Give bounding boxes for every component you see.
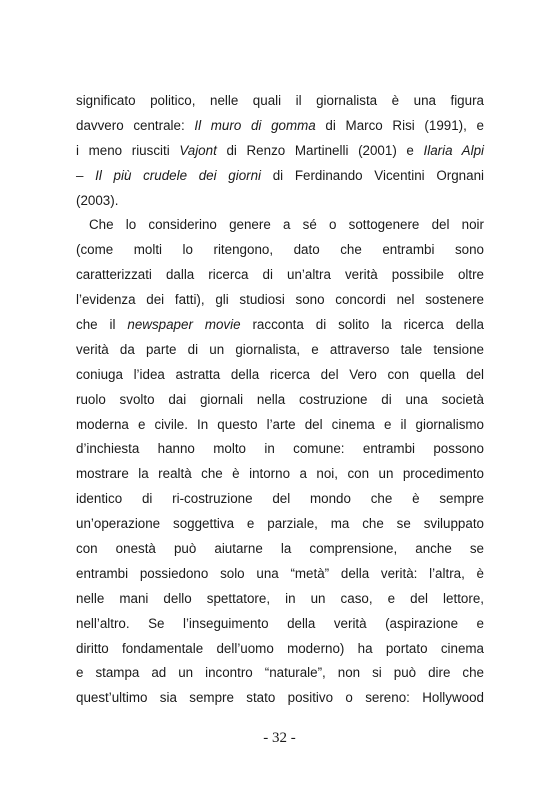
text-line [76, 587, 484, 612]
text-run: coniuga l’idea astratta della ricerca del Vero con quella del [76, 366, 484, 382]
text-line [76, 89, 484, 114]
text-run: di Renzo Martinelli (2001) e [216, 142, 424, 158]
text-run: ruolo svolto dai giornali nella costruzione di una società [76, 391, 484, 407]
text-line [76, 462, 484, 487]
text-line [76, 437, 484, 462]
text-run: diritto fondamentale dell’uomo moderno) ha portato cinema [76, 640, 484, 656]
text-line [76, 313, 484, 338]
text-line [76, 363, 484, 388]
text-line [76, 612, 484, 637]
body-text [76, 89, 484, 711]
text-run: d’inchiesta hanno molto in comune: entrambi possono [76, 441, 484, 457]
text-line [76, 512, 484, 537]
italic-title: Vajont [179, 142, 217, 158]
text-run: nelle mani dello spettatore, in un caso, e del lettore, [76, 590, 484, 606]
text-line [76, 238, 484, 263]
text-line [76, 661, 484, 686]
text-line [76, 686, 484, 711]
text-run: quest’ultimo sia sempre stato positivo o sereno: Hollywood [76, 690, 484, 706]
text-line [76, 562, 484, 587]
text-run: Che lo considerino genere a sé o sottogenere del noir [89, 217, 484, 233]
text-run: di Marco Risi (1991), e [315, 117, 484, 133]
text-run: verità da parte di un giornalista, e attraverso tale tensione [76, 341, 484, 357]
text-line [76, 413, 484, 438]
page-number: - 32 - [263, 730, 296, 746]
text-run: di Ferdinando Vicentini Orgnani [261, 167, 484, 183]
text-run: significato politico, nelle quali il giornalista è una figura [76, 93, 484, 108]
text-line [76, 263, 484, 288]
text-run: con onestà può aiutarne la comprensione, anche se [76, 541, 484, 557]
text-run: l’evidenza dei fatti), gli studiosi sono concordi nel sostenere [76, 292, 484, 308]
text-line [76, 164, 484, 189]
text-run: davvero centrale: [76, 117, 195, 133]
text-line [76, 637, 484, 662]
text-run: nell’altro. Se l’inseguimento della verità (aspirazione e [76, 615, 484, 631]
italic-title: Il muro di gomma [194, 117, 316, 133]
text-run: che il [76, 317, 128, 333]
text-line [76, 388, 484, 413]
text-run: un’operazione soggettiva e parziale, ma che se sviluppato [76, 516, 484, 532]
text-run: caratterizzati dalla ricerca di un’altra verità possibile oltre [76, 267, 484, 283]
text-run: identico di ri-costruzione del mondo che è sempre [76, 491, 484, 507]
text-run: (come molti lo ritengono, dato che entrambi sono [76, 242, 484, 258]
text-run: mostrare la realtà che è intorno a noi, con un procedimento [76, 466, 484, 482]
text-line [76, 189, 484, 214]
text-line [76, 114, 484, 139]
text-run: moderna e civile. In questo l’arte del cinema e il giornalismo [76, 416, 484, 432]
text-run: i meno riusciti [76, 142, 180, 158]
text-run: entrambi possiedono solo una “metà” della verità: l’altra, è [76, 565, 484, 581]
text-line [76, 537, 484, 562]
text-line [76, 487, 484, 512]
italic-title: Ilaria Alpi [423, 142, 484, 158]
italic-title: – Il più crudele dei giorni [76, 167, 262, 183]
italic-title: newspaper movie [127, 317, 241, 333]
text-run: e stampa ad un incontro “naturale”, non si può dire che [76, 665, 484, 681]
text-line [76, 139, 484, 164]
text-run: racconta di solito la ricerca della [240, 317, 485, 333]
text-line [76, 338, 484, 363]
text-run: (2003). [76, 192, 119, 208]
text-line [76, 213, 484, 238]
text-line [76, 288, 484, 313]
